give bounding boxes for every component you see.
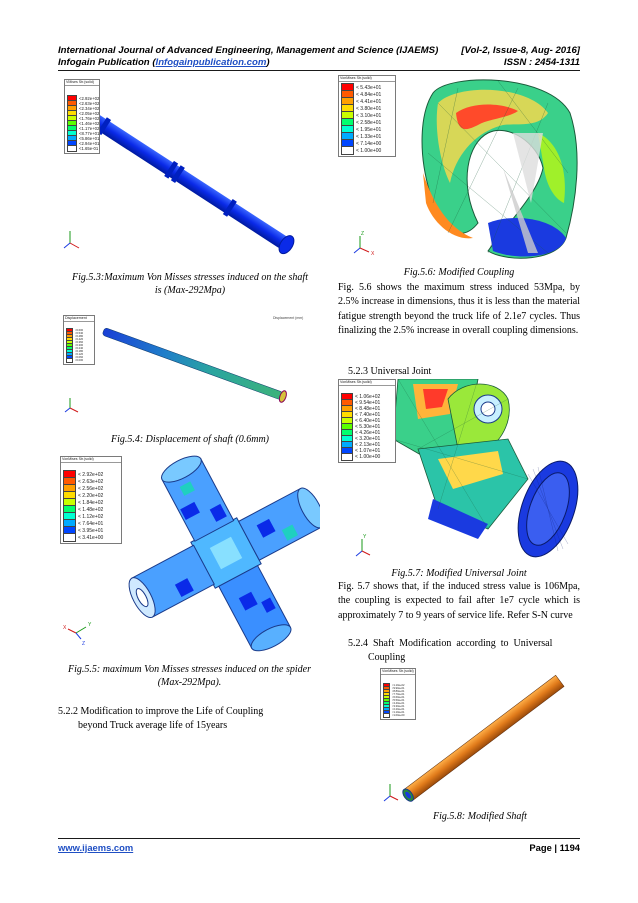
legend-value: <0.540 bbox=[75, 332, 84, 335]
legend-value: <2.63e+02 bbox=[79, 101, 100, 106]
legend-value: < 1.00e+00 bbox=[355, 454, 381, 460]
caption-fig-5-7: Fig.5.7: Modified Universal Joint bbox=[391, 568, 527, 579]
caption-fig-5-3: Fig.5.3:Maximum Von Misses stresses induced on the shaft is (Max-292Mpa) bbox=[72, 272, 308, 296]
legend-value: < 1.48e+02 bbox=[78, 506, 104, 513]
legend-value: <1.76e+02 bbox=[79, 116, 100, 121]
publisher-line bbox=[58, 57, 270, 69]
stress-legend bbox=[338, 379, 396, 463]
legend-title: VMises Str.(solid) bbox=[65, 80, 99, 86]
caption-fig-5-8: Fig.5.8: Modified Shaft bbox=[433, 811, 527, 822]
paragraph-fig-5-6: Fig. 5.6 shows the maximum stress induced 53Mpa, by 2.5% increase in dimensions, thus it is less than the material fatigue strength beyond the truck life of 2.1e7 cycles. Thus finalizing the 2.5% increase in overall coupling dimensions. bbox=[338, 282, 580, 337]
legend-value: <0.600 bbox=[75, 329, 84, 332]
legend-value: < 5.30e+01 bbox=[355, 424, 381, 430]
axis-triad-icon bbox=[64, 231, 79, 248]
legend-value: < 3.80e+01 bbox=[356, 105, 382, 112]
legend-value: <2.20e+01 bbox=[392, 708, 405, 711]
section-5-2-2-heading bbox=[58, 705, 263, 733]
legend-value: <9.90e+01 bbox=[392, 687, 405, 690]
legend-value: < 9.54e+01 bbox=[355, 400, 381, 406]
axis-triad-icon bbox=[356, 534, 370, 556]
legend-title: VonMises Str.(solid) bbox=[382, 669, 414, 673]
legend-value: < 3.10e+01 bbox=[356, 112, 382, 119]
stress-legend bbox=[338, 75, 396, 157]
legend-value: <0.120 bbox=[75, 353, 84, 356]
figure-5-6 bbox=[338, 73, 580, 265]
legend-swatch bbox=[63, 533, 76, 542]
legend-value: <1.17e+02 bbox=[79, 126, 100, 131]
legend-swatch bbox=[383, 713, 390, 718]
legend-value: < 1.06e+02 bbox=[355, 394, 381, 400]
legend-value: <0.420 bbox=[75, 338, 84, 341]
legend-value: <8.80e+01 bbox=[392, 690, 405, 693]
legend-value: < 3.20e+01 bbox=[355, 436, 381, 442]
publisher-prefix: Infogain Publication ( bbox=[58, 57, 156, 68]
figure-5-4 bbox=[58, 312, 320, 424]
legend-value: < 4.84e+01 bbox=[356, 91, 382, 98]
axis-triad-icon bbox=[63, 622, 92, 647]
legend-value: < 4.41e+01 bbox=[356, 98, 382, 105]
axis-triad-icon bbox=[354, 231, 375, 257]
section-5-2-2-line2: beyond Truck average life of 15years bbox=[78, 720, 228, 731]
legend-value: < 2.20e+02 bbox=[78, 492, 104, 499]
footer-website[interactable] bbox=[58, 842, 133, 853]
legend-row bbox=[383, 714, 413, 717]
header-rule bbox=[58, 70, 580, 71]
axis-z-label: Z bbox=[361, 231, 365, 237]
footer-rule bbox=[58, 838, 580, 839]
legend-value: < 7.14e+00 bbox=[356, 140, 382, 147]
legend-row bbox=[341, 454, 393, 460]
legend-value: <0.060 bbox=[75, 356, 84, 359]
legend-swatch bbox=[341, 146, 354, 155]
figure-5-8 bbox=[380, 666, 580, 814]
legend-row bbox=[63, 534, 119, 541]
legend-swatch bbox=[341, 453, 353, 461]
legend-title: VonMises Str.(solid) bbox=[339, 380, 395, 386]
legend-value: < 8.48e+01 bbox=[355, 406, 381, 412]
legend-value: < 4.26e+01 bbox=[355, 430, 381, 436]
section-5-2-4-line2: Coupling bbox=[368, 652, 406, 663]
legend-value: <0.240 bbox=[75, 347, 84, 350]
legend-row bbox=[66, 359, 92, 362]
legend-value: < 2.63e+02 bbox=[78, 478, 104, 485]
legend-title: VonMises Str.(solid) bbox=[61, 457, 121, 463]
legend-value: <8.77e+01 bbox=[79, 131, 100, 136]
axis-z-label: Z bbox=[82, 641, 86, 647]
legend-value: <1.46e+02 bbox=[79, 121, 100, 126]
legend-value: <7.70e+01 bbox=[392, 693, 405, 696]
legend-value: < 2.92e+02 bbox=[78, 471, 104, 478]
legend-value: < 6.40e+01 bbox=[355, 418, 381, 424]
website-link[interactable]: www.ijaems.com bbox=[58, 842, 134, 853]
legend-value: <5.50e+01 bbox=[392, 699, 405, 702]
legend-value: <0.360 bbox=[75, 341, 84, 344]
legend-value: <0.180 bbox=[75, 350, 84, 353]
caption-fig-5-6: Fig.5.6: Modified Coupling bbox=[403, 267, 515, 278]
figure-5-5 bbox=[58, 453, 320, 655]
figure-5-3 bbox=[58, 73, 320, 266]
legend-value: < 1.33e+01 bbox=[356, 133, 382, 140]
displacement-note: Displacement (mm) bbox=[273, 316, 304, 320]
axis-triad-icon bbox=[384, 784, 398, 801]
legend-value: <1.65e-01 bbox=[79, 146, 99, 151]
legend-value: <1.00e+00 bbox=[392, 714, 405, 717]
legend-value: <1.10e+01 bbox=[392, 711, 405, 714]
issn: ISSN : 2454-1311 bbox=[503, 57, 580, 68]
legend-value: <2.92e+02 bbox=[79, 96, 100, 101]
legend-value: < 1.95e+01 bbox=[356, 126, 382, 133]
legend-value: < 2.58e+01 bbox=[356, 119, 382, 126]
figure-5-7 bbox=[338, 379, 580, 564]
section-5-2-4-heading bbox=[348, 637, 580, 665]
legend-value: <5.86e+01 bbox=[79, 136, 100, 141]
displacement-legend bbox=[63, 315, 95, 365]
legend-value: <0.480 bbox=[75, 335, 84, 338]
legend-row bbox=[67, 146, 97, 151]
section-5-2-4-line1: 5.2.4 Shaft Modification according to Universal bbox=[348, 638, 553, 649]
axis-x-label: X bbox=[63, 625, 67, 631]
legend-value: <1.10e+02 bbox=[392, 684, 405, 687]
caption-fig-5-4: Fig.5.4: Displacement of shaft (0.6mm) bbox=[110, 434, 270, 445]
legend-row bbox=[341, 147, 393, 154]
legend-value: < 1.12e+02 bbox=[78, 513, 104, 520]
legend-value: <0.300 bbox=[75, 344, 84, 347]
legend-value: <0.000 bbox=[75, 359, 84, 362]
legend-value: < 1.00e+00 bbox=[356, 147, 382, 154]
stress-legend bbox=[64, 79, 100, 154]
legend-value: <2.34e+02 bbox=[79, 106, 100, 111]
publisher-suffix: ) bbox=[266, 57, 270, 68]
legend-value: <6.60e+01 bbox=[392, 696, 405, 699]
legend-value: < 7.64e+01 bbox=[78, 520, 104, 527]
legend-title: VonMises Str.(solid) bbox=[339, 76, 395, 82]
legend-value: <2.05e+02 bbox=[79, 111, 100, 116]
journal-title: International Journal of Advanced Engineering, Management and Science (IJAEMS) bbox=[58, 45, 439, 56]
section-5-2-2-line1: 5.2.2 Modification to improve the Life of Coupling bbox=[58, 706, 264, 717]
volume-info: [Vol-2, Issue-8, Aug- 2016] bbox=[461, 45, 580, 56]
stress-legend bbox=[60, 456, 122, 544]
legend-value: <2.94e+01 bbox=[79, 141, 100, 146]
legend-value: < 7.40e+01 bbox=[355, 412, 381, 418]
legend-value: < 1.84e+02 bbox=[78, 499, 104, 506]
paragraph-fig-5-7: Fig. 5.7 shows that, if the induced stress value is 106Mpa, the coupling is expected to fail after 1e7 cycle which is approximately 7 to 9 years of service life. Refer S-N curve bbox=[338, 581, 580, 621]
axis-x-label: X bbox=[371, 251, 375, 257]
axis-y-label: Y bbox=[363, 534, 367, 540]
legend-value: < 3.95e+01 bbox=[78, 527, 104, 534]
publisher-link[interactable]: Infogainpublication.com bbox=[155, 57, 267, 68]
stress-legend bbox=[380, 668, 416, 720]
axis-triad-icon bbox=[65, 398, 78, 412]
legend-value: < 3.41e+00 bbox=[78, 534, 104, 541]
caption-fig-5-5: Fig.5.5: maximum Von Misses stresses induced on the spider (Max-292Mpa). bbox=[68, 664, 311, 688]
legend-value: < 2.56e+02 bbox=[78, 485, 104, 492]
legend-value: < 5.43e+01 bbox=[356, 84, 382, 91]
legend-value: < 1.07e+01 bbox=[355, 448, 381, 454]
page-number: Page | 1194 bbox=[529, 842, 580, 853]
section-5-2-3-heading: 5.2.3 Universal Joint bbox=[348, 366, 432, 377]
legend-swatch bbox=[67, 145, 77, 152]
legend-value: <4.40e+01 bbox=[392, 702, 405, 705]
legend-title: Displacement bbox=[64, 316, 94, 322]
legend-value: <3.30e+01 bbox=[392, 705, 405, 708]
legend-swatch bbox=[66, 358, 73, 363]
legend-value: < 2.13e+01 bbox=[355, 442, 381, 448]
shaft-displacement-render bbox=[58, 312, 320, 424]
axis-y-label: Y bbox=[88, 622, 92, 628]
